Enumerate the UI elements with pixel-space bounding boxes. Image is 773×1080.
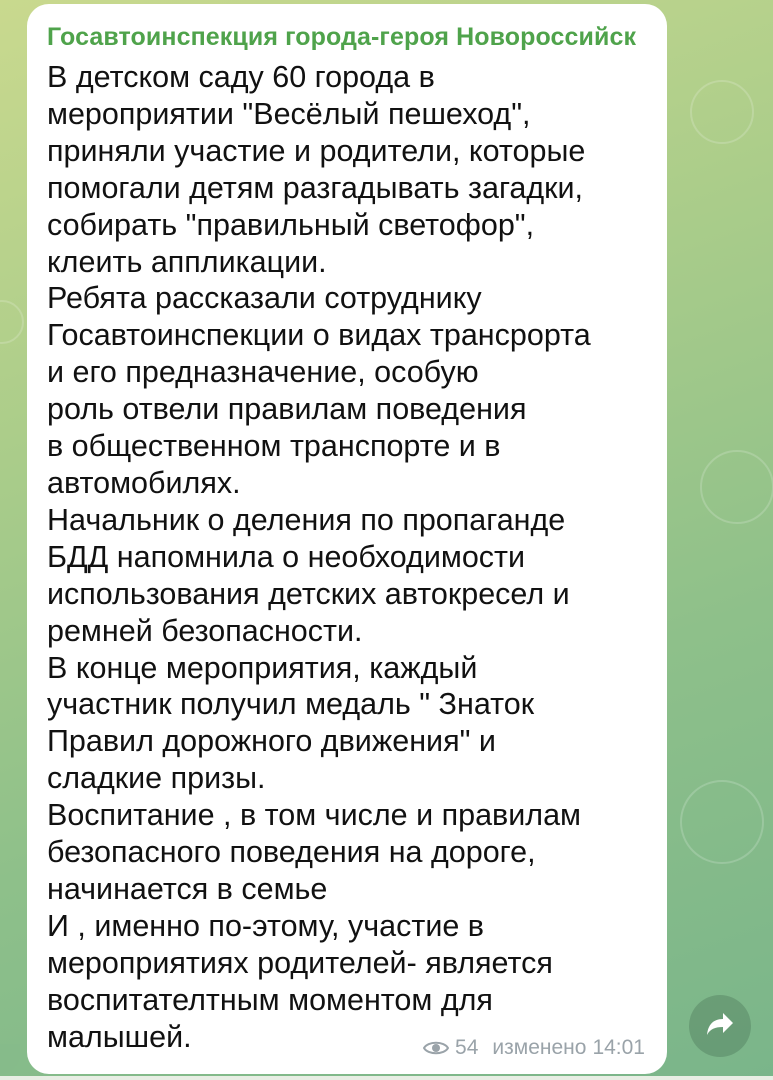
message-text-line: Правил дорожного движения" и — [47, 724, 496, 759]
message-text-line: автомобилях. — [47, 465, 241, 500]
message-text-line: помогали детям разгадывать загадки, — [47, 170, 584, 205]
message-text-line: и его предназначение, особую — [47, 355, 479, 390]
message-text-line: в общественном транспорте и в — [47, 429, 501, 464]
background-pattern-circle — [680, 780, 764, 864]
message-text-line: приняли участие и родители, которые — [47, 133, 586, 168]
message-text-line: безопасного поведения на дороге, — [47, 835, 536, 870]
edited-label: изменено — [492, 1036, 587, 1059]
message-text-line: Госавтоинспекции о видах трансрорта — [47, 318, 591, 353]
message-text-line: сладкие призы. — [47, 761, 266, 796]
message-bubble[interactable] — [27, 4, 667, 1074]
message-text-line: роль отвели правилам поведения — [47, 392, 527, 427]
background-pattern-circle — [690, 80, 754, 144]
message-time: 14:01 — [592, 1036, 645, 1059]
message-text-line: начинается в семье — [47, 871, 328, 906]
message-text-line: малышей. — [47, 1019, 192, 1054]
message-text-line: клеить аппликации. — [47, 244, 327, 279]
message-text-line: воспитателтным моментом для — [47, 982, 493, 1017]
message-meta — [423, 1036, 645, 1060]
message-text-line: БДД напомнила о необходимости — [47, 539, 526, 574]
share-arrow-icon — [705, 1011, 735, 1042]
message-text-line: мероприятиях родителей- является — [47, 945, 553, 980]
bubble-tail-mask — [0, 1044, 20, 1074]
views-count: 54 — [455, 1036, 479, 1059]
message-text-line: Начальник о деления по пропаганде — [47, 502, 566, 537]
message-text-line: использования детских автокресел и — [47, 576, 570, 611]
message-text-line: В детском саду 60 города в — [47, 60, 435, 94]
eye-icon — [423, 1039, 449, 1057]
message-text-line: ремней безопасности. — [47, 613, 363, 648]
share-button[interactable] — [689, 995, 751, 1057]
message-text-line: участник получил медаль " Знаток — [47, 687, 535, 722]
message-text-line: Воспитание , в том числе и правилам — [47, 798, 582, 833]
message-text-line: Ребята рассказали сотруднику — [47, 281, 482, 316]
message-text — [47, 59, 647, 1055]
message-text-line: мероприятии "Весёлый пешеход", — [47, 96, 531, 131]
background-pattern-circle — [0, 300, 24, 344]
bottom-divider — [0, 1076, 773, 1080]
channel-name[interactable]: Госавтоинспекция города-героя Новороссийск — [47, 23, 637, 51]
message-text-line: И , именно по-этому, участие в — [47, 908, 485, 943]
message-text-line: собирать "правильный светофор", — [47, 207, 535, 242]
message-text-line: В конце мероприятия, каждый — [47, 650, 478, 685]
background-pattern-circle — [700, 450, 773, 524]
